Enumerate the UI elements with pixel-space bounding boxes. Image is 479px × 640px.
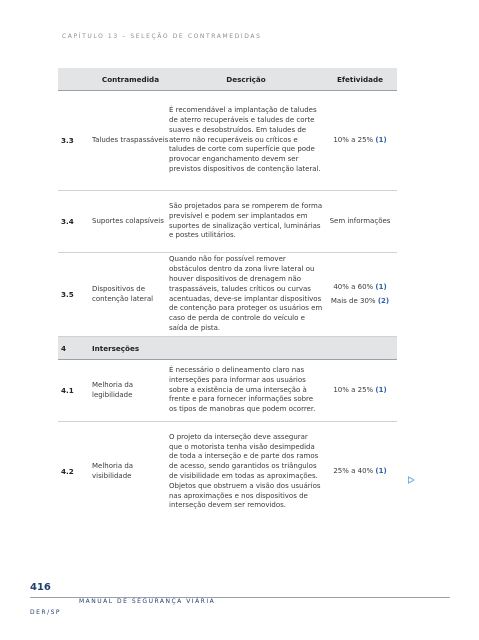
row-countermeasure: Suportes colapsíveis [92,216,164,225]
header-descricao: Descrição [226,74,266,84]
effectiveness-value: 10% a 25% [333,135,374,144]
effectiveness-value: 25% a 40% [333,467,374,476]
row-countermeasure: Melhoria da visibilidade [92,462,134,480]
table-row [58,253,397,337]
footer-manual-title: MANUAL DE SEGURANÇA VIÁRIA [79,598,216,605]
row-description: É recomendável a implantação de taludes de aterro recuperáveis e taludes de corte suaves e desobstruídos. Em taludes de aterro não recuperáveis ou críticos e taludes de corte com superfície que pode provocar enganchamento devem ser previstos dispositivos de contenção lateral. [169,106,321,173]
row-effectiveness [323,132,397,150]
reference-link[interactable]: (1) [375,385,387,394]
row-description: É necessário o delineamento claro nas interseções para informar aos usuários sobre a existência de uma interseção à frente e para fornecer informações sobre os tipos de manobras que podem ocorrer. [169,366,316,414]
table-row [58,422,397,522]
row-description: Quando não for possível remover obstáculos dentro da zona livre lateral ou houver dispositivos de drenagem não traspassáveis, taludes críticos ou curvas acentuadas, deve-se implantar dispositivos de contenção para proteger os usuários em caso de perda de controle do veículo e saída de pista. [169,255,323,332]
row-effectiveness [323,382,397,400]
row-description: São projetados para se romperem de forma previsível e podem ser implantados em suportes de sinalização vertical, luminárias e postes utilitários. [169,201,323,240]
reference-link[interactable]: (1) [375,282,387,291]
table-header [58,68,397,91]
section-number: 4 [61,343,67,353]
row-countermeasure: Taludes traspassáveis [92,135,169,144]
page-number: 416 [30,582,51,593]
table-row [58,91,397,191]
effectiveness-value: Sem informações [329,216,391,225]
reference-link[interactable]: (1) [375,467,387,476]
table-row [58,360,397,422]
header-contramedida: Contramedida [101,74,160,84]
reference-link[interactable]: (2) [377,296,390,305]
row-number: 4.2 [61,467,74,477]
header-efetividade: Efetividade [337,74,383,84]
row-number: 3.3 [61,135,74,145]
row-number: 3.5 [61,289,74,299]
table-row [58,191,397,253]
row-countermeasure: Melhoria da legibilidade [92,380,134,399]
section-title: Interseções [92,343,140,353]
countermeasures-table [58,68,397,522]
row-effectiveness [323,279,397,311]
section-row [58,337,397,360]
effectiveness-value: 40% a 60% [333,282,374,291]
row-number: 3.4 [61,216,74,226]
row-countermeasure: Dispositivos de contenção lateral [92,284,154,303]
row-number: 4.1 [61,385,74,395]
row-description: O projeto da interseção deve assegurar que o motorista tenha visão desimpedida de toda a interseção e de parte dos ramos de acesso, sendo garantidos os triângulos de visibilidade em todas as aproximações. Objetos que obstruem a visão dos usuários nas aproximações e nos dispositivos de interseção devem ser removidos. [169,432,321,510]
chapter-title: CAPÍTULO 13 – SELEÇÃO DE CONTRAMEDIDAS [62,33,262,40]
row-effectiveness [323,213,397,231]
effectiveness-value: 10% a 25% [333,385,374,394]
next-page-icon[interactable] [408,476,415,484]
row-effectiveness [323,463,397,481]
effectiveness-value: Mais de 30% [330,296,376,305]
reference-link[interactable]: (1) [375,135,387,144]
footer-org: DER/SP [30,609,62,616]
